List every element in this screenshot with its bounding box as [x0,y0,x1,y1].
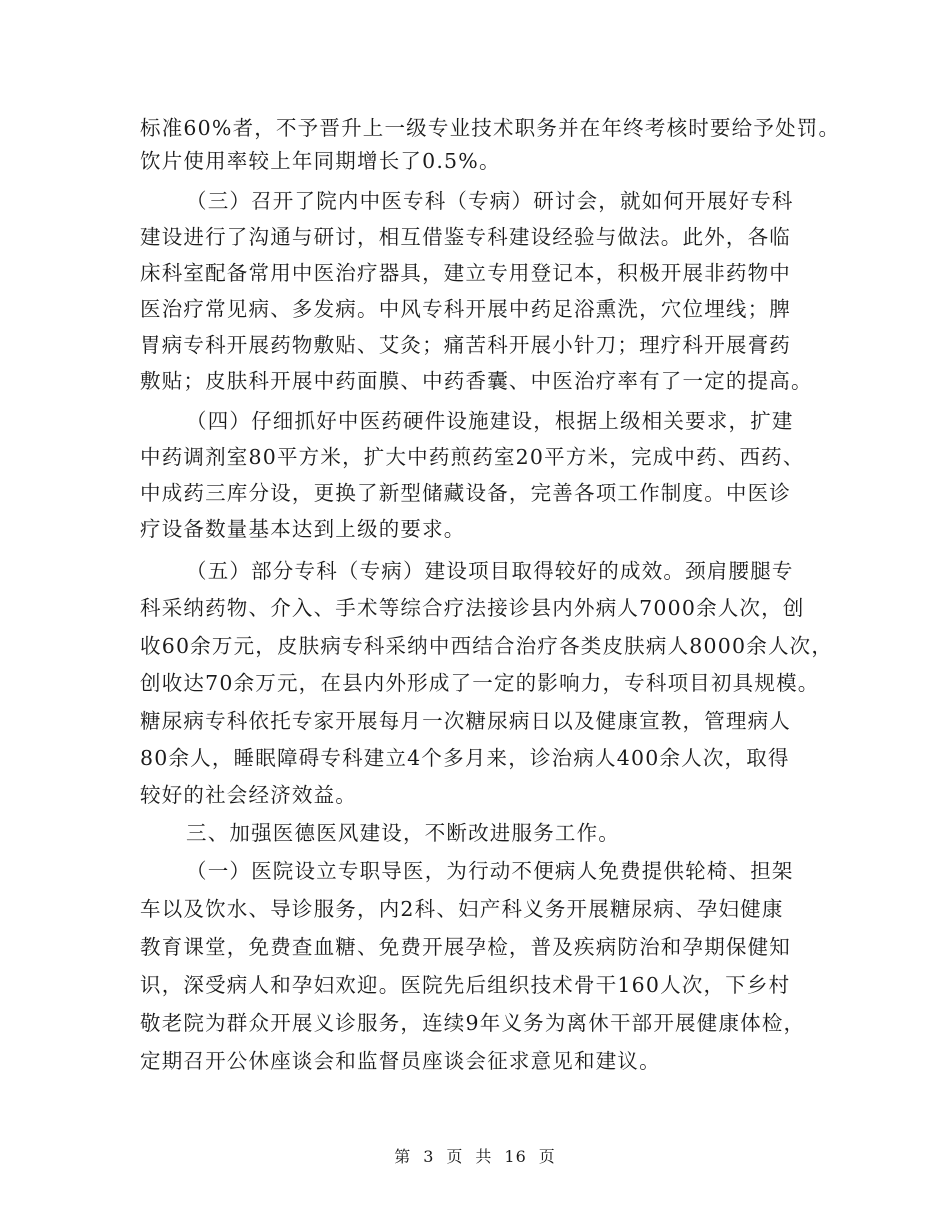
body-line: 80余人，睡眠障碍专科建立4个多月来，诊治病人400余人次，取得 [140,746,790,770]
body-line: 敷贴；皮肤科开展中药面膜、中药香囊、中医治疗率有了一定的提高。 [140,369,813,393]
body-line: 创收达70余万元，在县内外形成了一定的影响力，专科项目初具规模。 [140,671,820,695]
body-line: 教育课堂，免费查血糖、免费开展孕检，普及疾病防治和孕期保健知 [140,935,791,959]
body-line: 医治疗常见病、多发病。中风专科开展中药足浴熏洗，穴位埋线；脾 [140,297,791,321]
footer-total-word: 共 [475,1147,493,1166]
body-line: 收60余万元，皮肤病专科采纳中西结合治疗各类皮肤病人8000余人次， [140,634,834,658]
paragraph-start-line: （三）召开了院内中医专科（专病）研讨会，就如何开展好专科 [186,189,794,213]
paragraph-start-line: （一）医院设立专职导医，为行动不便病人免费提供轮椅、担架 [186,859,794,883]
paragraph-start-line: （四）仔细抓好中医药硬件设施建设，根据上级相关要求，扩建 [186,409,794,433]
body-line: 标准60%者，不予晋升上一级专业技术职务并在年终考核时要给予处罚。 [140,116,841,140]
footer-suffix: 页 [538,1147,556,1166]
body-line: 建设进行了沟通与研讨，相互借鉴专科建设经验与做法。此外，各临 [140,225,791,249]
total-pages: 16 [504,1147,527,1166]
body-line: 敬老院为群众开展义诊服务，连续9年义务为离休干部开展健康体检， [140,1011,806,1035]
body-line: 中药调剂室80平方米，扩大中药煎药室20平方米，完成中药、西药、 [140,445,805,469]
page-footer [0,1146,950,1168]
body-line: 科采纳药物、介入、手术等综合疗法接诊县内外病人7000余人次，创 [140,596,805,620]
page-number: 3 [423,1147,435,1166]
paragraph-start-line: （五）部分专科（专病）建设项目取得较好的成效。颈肩腰腿专 [186,559,794,583]
body-line: 识，深受病人和孕妇欢迎。医院先后组织技术骨干160人次，下乡村 [140,973,791,997]
body-line: 较好的社会经济效益。 [140,783,357,807]
footer-prefix: 第 [394,1147,412,1166]
body-line: 糖尿病专科依托专家开展每月一次糖尿病日以及健康宣教，管理病人 [140,709,791,733]
body-line: 疗设备数量基本达到上级的要求。 [140,517,466,541]
body-line: 中成药三库分设，更换了新型储藏设备，完善各项工作制度。中医诊 [140,481,791,505]
section-heading: 三、加强医德医风建设，不断改进服务工作。 [186,821,620,845]
body-line: 胃病专科开展药物敷贴、艾灸；痛苦科开展小针刀；理疗科开展膏药 [140,333,791,357]
body-line: 定期召开公休座谈会和监督员座谈会征求意见和建议。 [140,1049,661,1073]
footer-page-word: 页 [446,1147,464,1166]
body-line: 车以及饮水、导诊服务，内2科、妇产科义务开展糖尿病、孕妇健康 [140,897,784,921]
body-line: 床科室配备常用中医治疗器具，建立专用登记本，积极开展非药物中 [140,261,791,285]
body-line: 饮片使用率较上年同期增长了0.5%。 [140,149,501,173]
